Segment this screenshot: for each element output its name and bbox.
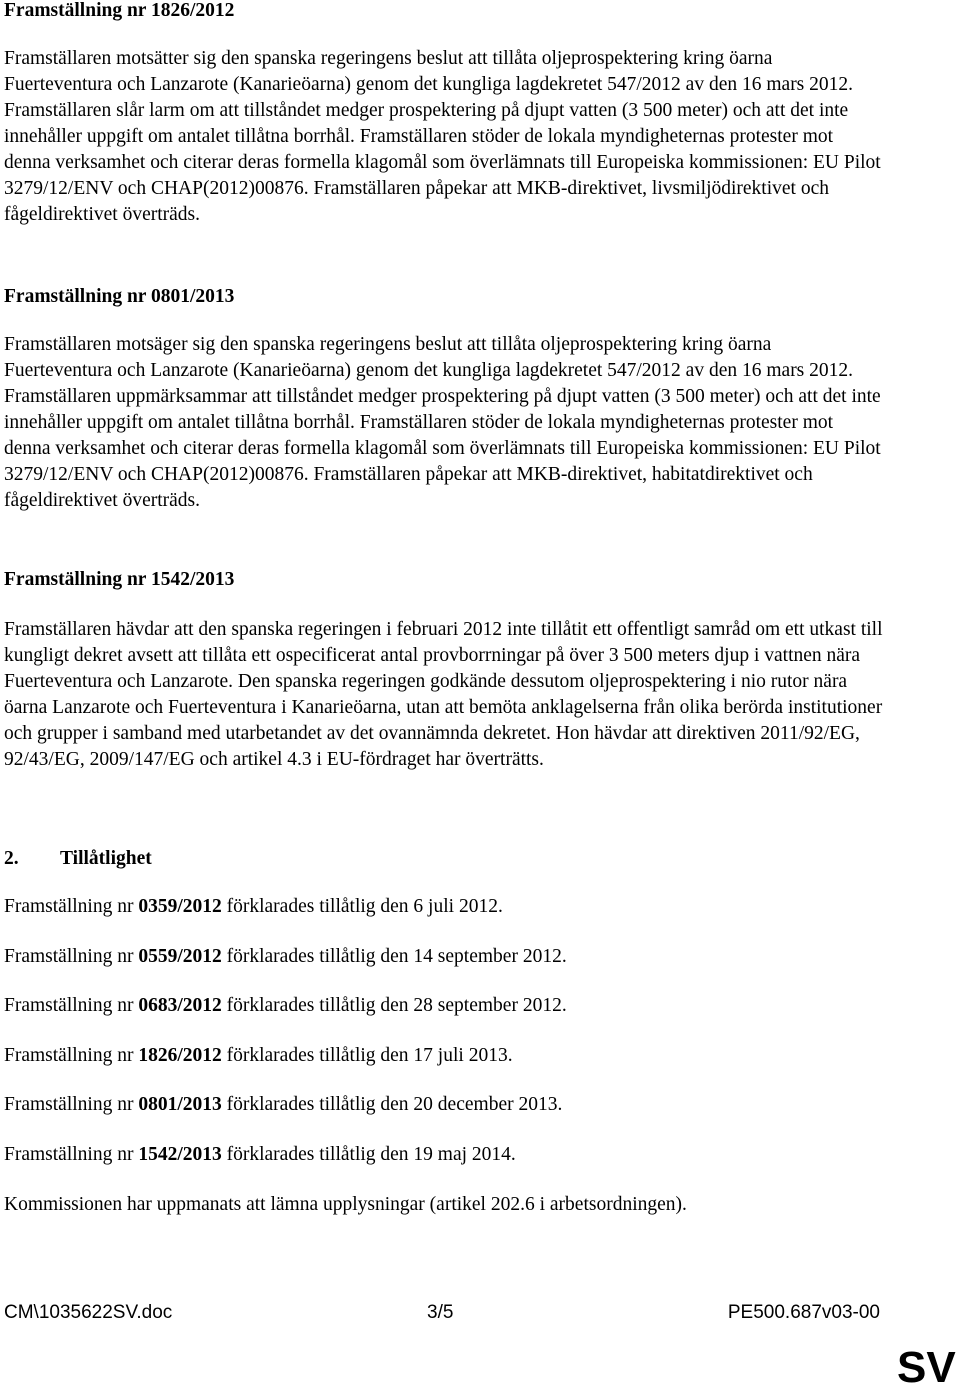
footer-reference: PE500.687v03-00 [727,1302,880,1323]
admissibility-date: förklarades tillåtlig den 14 september 2012. [221,945,567,967]
admissibility-line [4,993,567,1019]
admissibility-petition-number: 1826/2012 [138,1044,222,1066]
admissibility-prefix: Framställning nr [4,1143,139,1165]
admissibility-line [4,1092,562,1118]
section-title: Tillåtlighet [60,847,152,869]
section-heading-admissibility [4,846,152,872]
petition-heading-1826-2012: Framställning nr 1826/2012 [4,0,235,21]
closing-statement: Kommissionen har uppmanats att lämna upplysningar (artikel 202.6 i arbetsordningen). [4,1193,687,1215]
admissibility-prefix: Framställning nr [4,1093,139,1115]
admissibility-line [4,1043,513,1069]
admissibility-petition-number: 0683/2012 [138,994,222,1016]
footer-page-number: 3/5 [427,1302,454,1323]
petition-body-0801-2013: Framställaren motsäger sig den spanska regeringens beslut att tillåta oljeprospektering kring öarna Fuerteventura och Lanzarote (Kanarieöarna) genom det kungliga lagdekretet 547/2012 av den 16 mars 2012. Framställaren uppmärksammar att tillståndet medger prospektering på djupt vatten (3 500 meter) och att det inte innehåller uppgift om antalet tillåtna borrhål. Framställaren stöder de lokala myndigheternas protester mot denna verksamhet och citerar deras formella klagomål som överlämnats till Europeiska kommissionen: EU Pilot 3279/12/ENV och CHAP(2012)00876. Framställaren påpekar att MKB-direktivet, habitatdirektivet och fågeldirektivet överträds. [4,334,881,511]
section-number: 2. [4,847,19,869]
petition-body-1542-2013: Framställaren hävdar att den spanska regeringen i februari 2012 inte tillåtit ett offentligt samråd om ett utkast till kungligt dekret avsett att tillåta ett ospecificerat antal provborrningar på över 3 500 meters djup i vattnen nära Fuerteventura och Lanzarote. Den spanska regeringen godkände dessutom oljeprospektering i nio rutor nära öarna Lanzarote och Fuerteventura i Kanarieöarna, utan att bemöta anklagelserna från olika berörda institutioner och grupper i samband med utarbetandet av det ovannämnda dekretet. Hon hävdar att direktiven 2011/92/EG, 92/43/EG, 2009/147/EG och artikel 4.3 i EU-fördraget har överträtts. [4,619,883,770]
admissibility-prefix: Framställning nr [4,1044,139,1066]
admissibility-line [4,1142,516,1168]
admissibility-petition-number: 0801/2013 [138,1093,222,1115]
admissibility-prefix: Framställning nr [4,994,139,1016]
admissibility-line [4,944,567,970]
petition-heading-0801-2013: Framställning nr 0801/2013 [4,286,235,307]
admissibility-line [4,894,503,920]
admissibility-prefix: Framställning nr [4,945,139,967]
admissibility-date: förklarades tillåtlig den 19 maj 2014. [221,1143,516,1165]
admissibility-date: förklarades tillåtlig den 28 september 2012. [221,994,567,1016]
admissibility-petition-number: 0559/2012 [138,945,222,967]
admissibility-prefix: Framställning nr [4,895,139,917]
petition-body-1826-2012: Framställaren motsätter sig den spanska regeringens beslut att tillåta oljeprospektering kring öarna Fuerteventura och Lanzarote (Kanarieöarna) genom det kungliga lagdekretet 547/2012 av den 16 mars 2012. Framställaren slår larm om att tillståndet medger prospektering på djupt vatten (3 500 meter) och att det inte innehåller uppgift om antalet tillåtna borrhål. Framställaren stöder de lokala myndigheternas protester mot denna verksamhet och citerar deras formella klagomål som överlämnats till Europeiska kommissionen: EU Pilot 3279/12/ENV och CHAP(2012)00876. Framställaren påpekar att MKB-direktivet, livsmiljödirektivet och fågeldirektivet överträds. [4,48,881,225]
language-mark: SV [897,1343,956,1392]
page-footer [4,1300,880,1326]
footer-file-name: CM\1035622SV.doc [4,1302,173,1323]
admissibility-date: förklarades tillåtlig den 6 juli 2012. [221,895,503,917]
admissibility-petition-number: 1542/2013 [138,1143,222,1165]
admissibility-petition-number: 0359/2012 [138,895,222,917]
petition-heading-1542-2013: Framställning nr 1542/2013 [4,569,235,590]
admissibility-date: förklarades tillåtlig den 20 december 2013. [221,1093,563,1115]
admissibility-date: förklarades tillåtlig den 17 juli 2013. [221,1044,513,1066]
